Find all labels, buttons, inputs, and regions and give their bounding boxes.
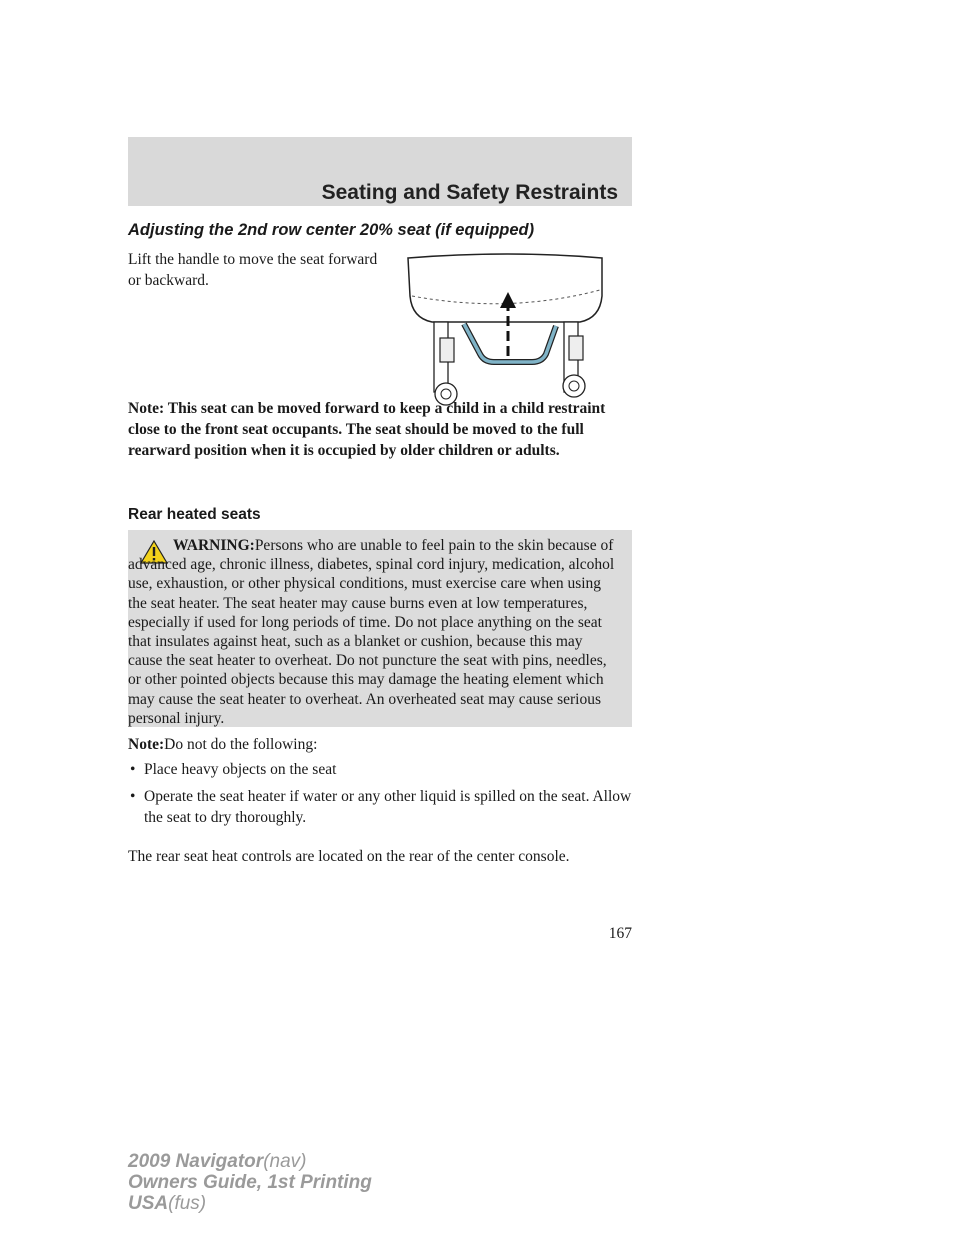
header-band <box>128 137 632 206</box>
section-heading: Adjusting the 2nd row center 20% seat (if equipped) <box>128 221 535 239</box>
do-not-note <box>128 734 317 755</box>
rear-heated-seats-heading: Rear heated seats <box>128 506 261 523</box>
bullet-icon: • <box>130 788 136 805</box>
footer-line-3: USA(fus) <box>128 1193 207 1214</box>
do-not-list <box>128 759 638 834</box>
warning-box <box>128 530 632 727</box>
footer-line-2: Owners Guide, 1st Printing <box>128 1172 372 1193</box>
seat-adjust-illustration <box>404 252 614 412</box>
footer-line-1: 2009 Navigator(nav) <box>128 1151 307 1172</box>
page-header-title: Seating and Safety Restraints <box>321 181 618 204</box>
bullet-icon: • <box>130 761 136 778</box>
footer-edition <box>128 1151 372 1214</box>
warning-text <box>128 536 620 728</box>
list-item: • Place heavy objects on the seat <box>130 761 337 778</box>
warning-body: Persons who are unable to feel pain to the skin because of advanced age, chronic illness, diabetes, spinal cord injury, medication, alcohol use, exhaustion, or other physical conditions, must exercise care when using the seat heater. The seat heater may cause burns even at low temperatures, especially if used for long periods of time. Do not place anything on the seat that insulates against heat, such as a blanket or cushion, because this may cause the seat heater to overheat. Do not puncture the seat with pins, needles, or other pointed objects because this may damage the heating element which may cause the seat heater to overheat. An overheated seat may cause serious personal injury. <box>128 537 615 727</box>
seat-note: Note: This seat can be moved forward to keep a child in a child restraint close to the front seat occupants. The seat should be moved to the full rearward position when it is occupied by older children or adults. <box>128 400 606 459</box>
intro-paragraph: Lift the handle to move the seat forward or backward. <box>128 251 378 289</box>
note-text: Do not do the following: <box>164 736 318 753</box>
controls-location-text: The rear seat heat controls are located on the rear of the center console. <box>128 848 570 865</box>
warning-label: WARNING: <box>173 537 255 554</box>
release-handle <box>464 324 556 362</box>
list-item: • Operate the seat heater if water or any other liquid is spilled on the seat. Allow the seat to dry thoroughly. <box>130 788 632 826</box>
page-number: 167 <box>608 925 632 942</box>
note-label: Note: <box>128 736 165 753</box>
